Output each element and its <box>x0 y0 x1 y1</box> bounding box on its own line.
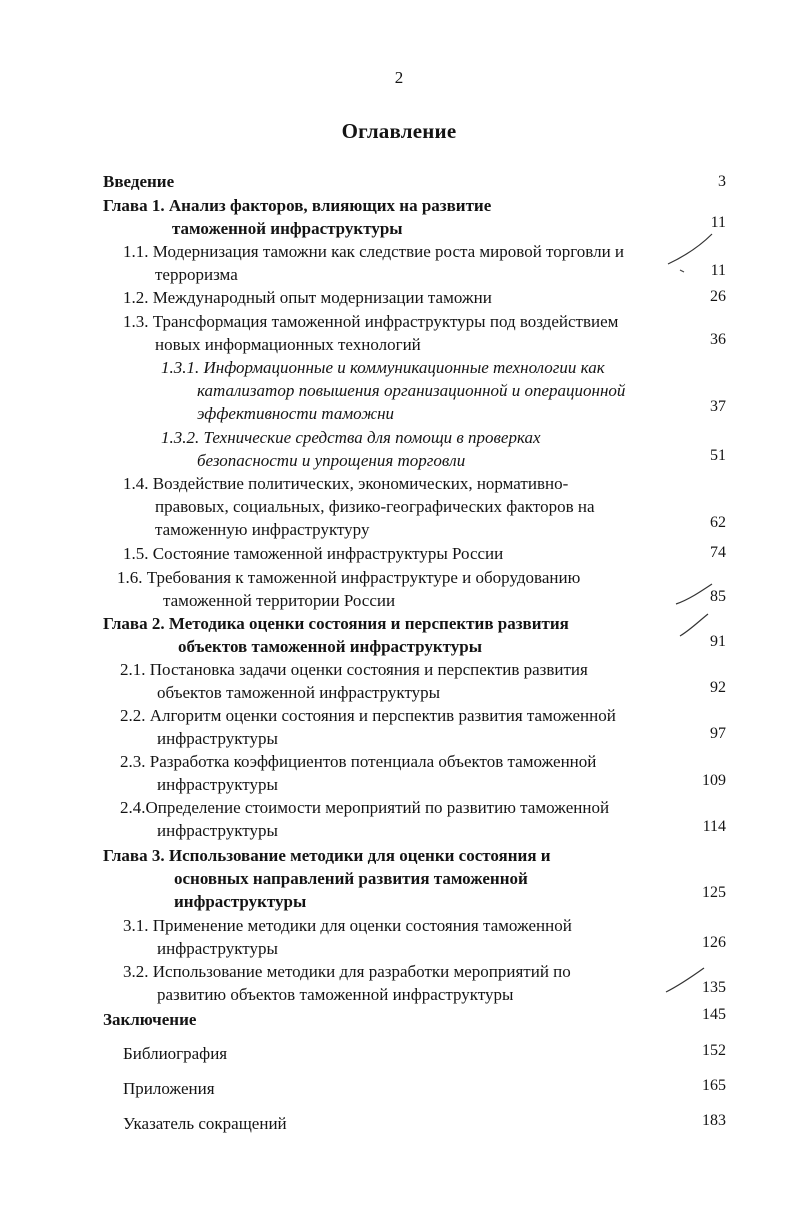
toc-entry-line: терроризма <box>155 265 238 284</box>
toc-entry-line: Библиография <box>123 1044 228 1063</box>
toc-entry-line: 2.4.Определение стоимости мероприятий по развитию таможенной <box>120 798 610 817</box>
toc-entry-line: инфраструктуры <box>174 892 307 911</box>
toc-page-number: 183 <box>702 1112 726 1129</box>
toc-page-number: 36 <box>710 331 726 348</box>
pen-mark <box>660 226 720 276</box>
toc-entry-line: 1.1. Модернизация таможни как следствие роста мировой торговли и <box>123 242 625 261</box>
page-number: 2 <box>394 68 404 87</box>
toc-page-number: 152 <box>702 1042 726 1059</box>
pen-mark <box>672 582 722 642</box>
toc-entry-line: 2.1. Постановка задачи оценки состояния и перспектив развития <box>120 660 588 679</box>
toc-page-number: 85 <box>710 588 726 605</box>
toc-entry-line: объектов таможенной инфраструктуры <box>157 683 441 702</box>
toc-page-number: 145 <box>702 1006 726 1023</box>
page-title: Оглавление <box>341 119 457 143</box>
toc-page-number: 165 <box>702 1077 726 1094</box>
toc-entry-line: 3.2. Использование методики для разработки мероприятий по <box>123 962 571 981</box>
toc-entry-line: инфраструктуры <box>157 729 278 748</box>
toc-page-number: 62 <box>710 514 726 531</box>
toc-entry-line: Глава 2. Методика оценки состояния и перспектив развития <box>103 614 569 633</box>
toc-page-number: 109 <box>702 772 726 789</box>
toc-entry-line: 3.1. Применение методики для оценки состояния таможенной <box>123 916 572 935</box>
toc-page-number: 37 <box>710 398 726 415</box>
toc-entry-line: таможенную инфраструктуру <box>155 520 370 539</box>
toc-entry-line: Заключение <box>103 1010 197 1029</box>
toc-page-number: 97 <box>710 725 726 742</box>
toc-entry-line: Введение <box>103 172 175 191</box>
toc-page-number: 11 <box>710 262 726 279</box>
toc-entry-line: 1.3. Трансформация таможенной инфраструктуры под воздействием <box>123 312 619 331</box>
pen-mark <box>662 958 712 998</box>
toc-entry-line: катализатор повышения организационной и операционной <box>197 381 626 400</box>
toc-page-number: 3 <box>718 173 726 190</box>
toc-entry-line: 2.3. Разработка коэффициентов потенциала объектов таможенной <box>120 752 597 771</box>
toc-page-number: 92 <box>710 679 726 696</box>
toc-entry-line: инфраструктуры <box>157 821 278 840</box>
toc-entry-line: Указатель сокращений <box>123 1114 287 1133</box>
toc-page-number: 91 <box>710 633 726 650</box>
toc-page-number: 125 <box>702 884 726 901</box>
toc-entry-line: основных направлений развития таможенной <box>174 869 528 888</box>
toc-entry-line: Глава 3. Использование методики для оценки состояния и <box>103 846 551 865</box>
toc-entry-line: Глава 1. Анализ факторов, влияющих на развитие <box>103 196 492 215</box>
toc-entry-line: развитию объектов таможенной инфраструктуры <box>157 985 514 1004</box>
toc-entry-line: инфраструктуры <box>157 939 278 958</box>
toc-entry-line: 2.2. Алгоритм оценки состояния и перспектив развития таможенной <box>120 706 616 725</box>
toc-entry-line: правовых, социальных, физико-географических факторов на <box>155 497 595 516</box>
toc-page-number: 114 <box>702 818 726 835</box>
toc-entry-line: объектов таможенной инфраструктуры <box>178 637 483 656</box>
toc-entry-line: 1.6. Требования к таможенной инфраструктуре и оборудованию <box>117 568 581 587</box>
toc-page-number: 26 <box>710 288 726 305</box>
toc-entry-line: 1.2. Международный опыт модернизации таможни <box>123 288 492 307</box>
toc-page-number: 126 <box>702 934 726 951</box>
toc-entry-line: 1.3.1. Информационные и коммуникационные технологии как <box>161 358 605 377</box>
toc-page-number: 74 <box>710 544 726 561</box>
toc-entry-line: 1.4. Воздействие политических, экономических, нормативно- <box>123 474 569 493</box>
toc-entry-line: Приложения <box>123 1079 215 1098</box>
toc-page-number: 135 <box>702 979 726 996</box>
toc-entry-line: 1.5. Состояние таможенной инфраструктуры России <box>123 544 504 563</box>
toc-entry-line: эффективности таможни <box>197 404 395 423</box>
toc-entry-line: новых информационных технологий <box>155 335 421 354</box>
toc-entry-line: таможенной инфраструктуры <box>172 219 403 238</box>
toc-entry-line: безопасности и упрощения торговли <box>197 451 466 470</box>
toc-entry-line: таможенной территории России <box>163 591 396 610</box>
toc-entry-line: 1.3.2. Технические средства для помощи в проверках <box>161 428 541 447</box>
toc-page-number: 51 <box>710 447 726 464</box>
toc-entry-line: инфраструктуры <box>157 775 278 794</box>
toc-page-number: 11 <box>710 214 726 231</box>
